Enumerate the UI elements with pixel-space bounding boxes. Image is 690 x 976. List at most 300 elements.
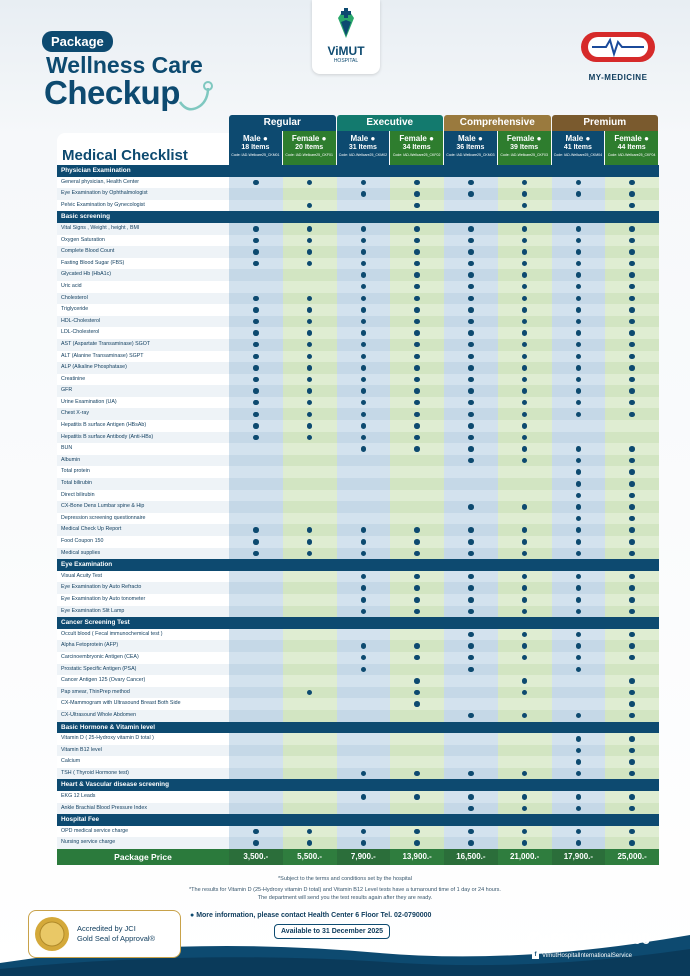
row-cell bbox=[498, 177, 552, 189]
row-cell bbox=[337, 223, 391, 235]
included-dot bbox=[307, 307, 313, 313]
row-label: Visual Acuity Test bbox=[57, 571, 229, 583]
row-cell bbox=[552, 652, 606, 664]
row-cell bbox=[605, 223, 659, 235]
row-cell bbox=[283, 640, 337, 652]
included-dot bbox=[576, 643, 582, 649]
row-cell bbox=[390, 478, 444, 490]
row-cell bbox=[229, 501, 283, 513]
row-cell bbox=[390, 501, 444, 513]
included-dot bbox=[253, 423, 259, 429]
included-dot bbox=[576, 539, 582, 545]
checklist-title: Medical Checklist bbox=[57, 133, 229, 178]
included-dot bbox=[307, 412, 313, 418]
row-cell bbox=[444, 478, 498, 490]
included-dot bbox=[576, 365, 582, 371]
included-dot bbox=[468, 400, 474, 406]
my-medicine-logo bbox=[578, 30, 658, 82]
included-dot bbox=[414, 840, 420, 846]
row-cell bbox=[337, 837, 391, 849]
row-cell bbox=[390, 246, 444, 258]
row-cell bbox=[390, 490, 444, 502]
row-cell bbox=[390, 629, 444, 641]
row-cell bbox=[337, 524, 391, 536]
included-dot bbox=[361, 655, 367, 661]
row-label: TSH ( Thyroid Hormone test) bbox=[57, 768, 229, 780]
row-cell bbox=[390, 304, 444, 316]
row-label: ALP (Alkaline Phosphatase) bbox=[57, 362, 229, 374]
row-cell bbox=[498, 200, 552, 212]
row-label: EKG 12 Leads bbox=[57, 791, 229, 803]
row-cell bbox=[337, 362, 391, 374]
row-cell bbox=[498, 466, 552, 478]
row-cell bbox=[283, 710, 337, 722]
row-cell bbox=[390, 235, 444, 247]
included-dot bbox=[468, 272, 474, 278]
row-label: Eye Examination Slit Lamp bbox=[57, 606, 229, 618]
included-dot bbox=[468, 840, 474, 846]
row-cell bbox=[444, 269, 498, 281]
included-dot bbox=[576, 180, 582, 186]
row-cell bbox=[605, 466, 659, 478]
row-cell bbox=[229, 200, 283, 212]
included-dot bbox=[522, 609, 528, 615]
row-cell bbox=[283, 629, 337, 641]
row-cell bbox=[605, 374, 659, 386]
row-cell bbox=[229, 629, 283, 641]
row-cell bbox=[605, 791, 659, 803]
included-dot bbox=[361, 238, 367, 244]
included-dot bbox=[629, 655, 635, 661]
row-cell bbox=[229, 304, 283, 316]
included-dot bbox=[468, 412, 474, 418]
included-dot bbox=[414, 643, 420, 649]
included-dot bbox=[629, 759, 635, 765]
row-cell bbox=[444, 536, 498, 548]
row-cell bbox=[283, 188, 337, 200]
table-row bbox=[57, 756, 659, 768]
included-dot bbox=[576, 806, 582, 812]
availability-badge: Available to 31 December 2025 bbox=[274, 924, 390, 939]
included-dot bbox=[468, 551, 474, 557]
facebook-link[interactable] bbox=[532, 952, 632, 959]
row-cell bbox=[390, 269, 444, 281]
included-dot bbox=[629, 330, 635, 336]
included-dot bbox=[361, 771, 367, 777]
table-row bbox=[57, 501, 659, 513]
included-dot bbox=[522, 655, 528, 661]
column-code: Code: IAD-Wellcare25_CKM02 bbox=[338, 153, 388, 157]
row-cell bbox=[605, 281, 659, 293]
row-cell bbox=[283, 223, 337, 235]
row-cell bbox=[498, 606, 552, 618]
results-note: *The results for Vitamin D (25-Hydroxy vitamin D total) and Vitamin B12 Level tests have a turnaround time of 1 day or 24 hours. bbox=[189, 887, 501, 893]
row-cell bbox=[605, 420, 659, 432]
column-header bbox=[605, 131, 658, 165]
included-dot bbox=[468, 504, 474, 510]
included-dot bbox=[522, 319, 528, 325]
row-cell bbox=[605, 269, 659, 281]
included-dot bbox=[576, 261, 582, 267]
included-dot bbox=[522, 307, 528, 313]
table-row bbox=[57, 594, 659, 606]
included-dot bbox=[468, 643, 474, 649]
included-dot bbox=[253, 342, 259, 348]
row-cell bbox=[283, 768, 337, 780]
included-dot bbox=[629, 597, 635, 603]
row-cell bbox=[552, 571, 606, 583]
included-dot bbox=[414, 597, 420, 603]
included-dot bbox=[629, 446, 635, 452]
hospital-name: ViMUT bbox=[327, 44, 365, 58]
included-dot bbox=[629, 609, 635, 615]
row-cell bbox=[444, 606, 498, 618]
row-label: Cancer Antigen 125 (Ovary Cancer) bbox=[57, 675, 229, 687]
row-cell bbox=[283, 548, 337, 560]
row-cell bbox=[605, 837, 659, 849]
included-dot bbox=[468, 191, 474, 197]
included-dot bbox=[576, 330, 582, 336]
vimut-logo bbox=[312, 0, 380, 74]
row-cell bbox=[390, 351, 444, 363]
row-cell bbox=[390, 640, 444, 652]
row-cell bbox=[444, 397, 498, 409]
included-dot bbox=[576, 446, 582, 452]
included-dot bbox=[522, 226, 528, 232]
included-dot bbox=[361, 191, 367, 197]
included-dot bbox=[414, 435, 420, 441]
included-dot bbox=[522, 632, 528, 638]
included-dot bbox=[414, 412, 420, 418]
row-cell bbox=[390, 710, 444, 722]
included-dot bbox=[414, 307, 420, 313]
included-dot bbox=[629, 261, 635, 267]
included-dot bbox=[253, 226, 259, 232]
row-cell bbox=[605, 803, 659, 815]
included-dot bbox=[468, 365, 474, 371]
row-cell bbox=[444, 640, 498, 652]
section-header bbox=[57, 617, 659, 629]
included-dot bbox=[414, 180, 420, 186]
row-cell bbox=[605, 675, 659, 687]
row-cell bbox=[390, 281, 444, 293]
included-dot bbox=[576, 840, 582, 846]
row-cell bbox=[605, 246, 659, 258]
included-dot bbox=[522, 191, 528, 197]
row-cell bbox=[552, 235, 606, 247]
row-cell bbox=[283, 594, 337, 606]
row-cell bbox=[283, 397, 337, 409]
row-cell bbox=[283, 281, 337, 293]
row-label: Albumin bbox=[57, 455, 229, 467]
partner-name: MY-MEDICINE bbox=[588, 73, 648, 82]
row-cell bbox=[605, 629, 659, 641]
row-cell bbox=[552, 327, 606, 339]
included-dot bbox=[629, 388, 635, 394]
included-dot bbox=[629, 551, 635, 557]
included-dot bbox=[361, 574, 367, 580]
row-cell bbox=[229, 513, 283, 525]
package-price: 5,500.- bbox=[283, 849, 337, 865]
included-dot bbox=[629, 191, 635, 197]
included-dot bbox=[414, 296, 420, 302]
phone-number[interactable] bbox=[528, 929, 650, 949]
row-cell bbox=[337, 629, 391, 641]
row-cell bbox=[337, 374, 391, 386]
row-cell bbox=[283, 420, 337, 432]
facebook-text: VimutHospitalInternationalService bbox=[542, 952, 632, 959]
row-cell bbox=[498, 501, 552, 513]
included-dot bbox=[629, 643, 635, 649]
row-label: Vitamin B12 level bbox=[57, 745, 229, 757]
included-dot bbox=[576, 412, 582, 418]
row-cell bbox=[390, 362, 444, 374]
row-cell bbox=[498, 536, 552, 548]
contact-text: More information, please contact Health Center 6 Floor Tel. 02-0790000 bbox=[196, 912, 432, 919]
row-label: Triglyceride bbox=[57, 304, 229, 316]
row-cell bbox=[337, 420, 391, 432]
row-cell bbox=[444, 200, 498, 212]
row-cell bbox=[283, 235, 337, 247]
included-dot bbox=[468, 238, 474, 244]
row-cell bbox=[498, 408, 552, 420]
included-dot bbox=[361, 400, 367, 406]
included-dot bbox=[522, 284, 528, 290]
row-cell bbox=[444, 524, 498, 536]
row-cell bbox=[498, 652, 552, 664]
included-dot bbox=[307, 829, 313, 835]
table-row bbox=[57, 536, 659, 548]
included-dot bbox=[361, 539, 367, 545]
row-cell bbox=[229, 524, 283, 536]
column-code: Code: IAD-Wellcare25_CKF01 bbox=[285, 153, 333, 157]
included-dot bbox=[576, 296, 582, 302]
row-cell bbox=[444, 490, 498, 502]
included-dot bbox=[361, 551, 367, 557]
row-cell bbox=[444, 837, 498, 849]
column-gender: Male ● bbox=[565, 134, 591, 143]
included-dot bbox=[522, 330, 528, 336]
included-dot bbox=[414, 794, 420, 800]
row-cell bbox=[552, 269, 606, 281]
row-cell bbox=[552, 582, 606, 594]
included-dot bbox=[307, 238, 313, 244]
row-cell bbox=[229, 408, 283, 420]
included-dot bbox=[629, 458, 635, 464]
included-dot bbox=[522, 551, 528, 557]
row-label: Alpha Fetoprotein (AFP) bbox=[57, 640, 229, 652]
included-dot bbox=[414, 226, 420, 232]
row-cell bbox=[498, 629, 552, 641]
included-dot bbox=[522, 840, 528, 846]
row-cell bbox=[552, 304, 606, 316]
table-row bbox=[57, 710, 659, 722]
column-items: 36 Items bbox=[456, 144, 485, 151]
included-dot bbox=[629, 690, 635, 696]
row-cell bbox=[337, 571, 391, 583]
row-cell bbox=[444, 582, 498, 594]
included-dot bbox=[522, 435, 528, 441]
included-dot bbox=[522, 643, 528, 649]
included-dot bbox=[522, 377, 528, 383]
included-dot bbox=[414, 365, 420, 371]
row-cell bbox=[605, 594, 659, 606]
included-dot bbox=[468, 284, 474, 290]
table-row bbox=[57, 687, 659, 699]
checklist-rows bbox=[57, 165, 659, 849]
included-dot bbox=[629, 365, 635, 371]
row-cell bbox=[390, 548, 444, 560]
page-title-line2: Checkup bbox=[44, 74, 180, 111]
row-cell bbox=[552, 478, 606, 490]
row-cell bbox=[444, 513, 498, 525]
table-row bbox=[57, 258, 659, 270]
included-dot bbox=[307, 377, 313, 383]
included-dot bbox=[253, 412, 259, 418]
row-label: OPD medical service charge bbox=[57, 826, 229, 838]
included-dot bbox=[414, 446, 420, 452]
row-label: Medical Check Up Report bbox=[57, 524, 229, 536]
included-dot bbox=[522, 458, 528, 464]
row-label: Ankle Brachial Blood Pressure Index bbox=[57, 803, 229, 815]
package-price: 21,000.- bbox=[498, 849, 552, 865]
included-dot bbox=[522, 354, 528, 360]
row-label: HDL-Cholesterol bbox=[57, 316, 229, 328]
table-row bbox=[57, 432, 659, 444]
row-cell bbox=[605, 455, 659, 467]
table-row bbox=[57, 582, 659, 594]
column-code: Code: IAD-Wellcare25_CKM03 bbox=[446, 153, 495, 157]
included-dot bbox=[361, 435, 367, 441]
included-dot bbox=[522, 446, 528, 452]
row-cell bbox=[229, 235, 283, 247]
row-label: Urine Examination (UA) bbox=[57, 397, 229, 409]
row-cell bbox=[337, 246, 391, 258]
row-cell bbox=[337, 351, 391, 363]
included-dot bbox=[361, 643, 367, 649]
table-row bbox=[57, 269, 659, 281]
row-cell bbox=[390, 420, 444, 432]
included-dot bbox=[253, 388, 259, 394]
row-cell bbox=[444, 432, 498, 444]
table-row bbox=[57, 837, 659, 849]
row-cell bbox=[605, 478, 659, 490]
row-label: Total protein bbox=[57, 466, 229, 478]
included-dot bbox=[361, 667, 367, 673]
row-cell bbox=[444, 188, 498, 200]
row-cell bbox=[444, 362, 498, 374]
row-cell bbox=[552, 710, 606, 722]
included-dot bbox=[468, 585, 474, 591]
row-cell bbox=[605, 582, 659, 594]
column-gender: Female ● bbox=[399, 134, 434, 143]
included-dot bbox=[307, 342, 313, 348]
section-header bbox=[57, 814, 659, 826]
row-cell bbox=[552, 339, 606, 351]
row-cell bbox=[552, 316, 606, 328]
included-dot bbox=[576, 284, 582, 290]
row-cell bbox=[229, 397, 283, 409]
included-dot bbox=[253, 400, 259, 406]
row-cell bbox=[605, 235, 659, 247]
included-dot bbox=[522, 771, 528, 777]
row-cell bbox=[390, 513, 444, 525]
table-row bbox=[57, 490, 659, 502]
included-dot bbox=[576, 481, 582, 487]
row-cell bbox=[444, 629, 498, 641]
row-label: Pelvic Examination by Gynecologist bbox=[57, 200, 229, 212]
row-cell bbox=[605, 258, 659, 270]
row-cell bbox=[444, 756, 498, 768]
included-dot bbox=[629, 272, 635, 278]
row-cell bbox=[552, 420, 606, 432]
included-dot bbox=[468, 307, 474, 313]
row-cell bbox=[229, 733, 283, 745]
row-cell bbox=[229, 698, 283, 710]
included-dot bbox=[468, 296, 474, 302]
included-dot bbox=[468, 667, 474, 673]
row-cell bbox=[498, 385, 552, 397]
column-header bbox=[283, 131, 336, 165]
row-cell bbox=[229, 478, 283, 490]
row-cell bbox=[498, 698, 552, 710]
included-dot bbox=[629, 539, 635, 545]
column-gender: Female ● bbox=[506, 134, 542, 143]
row-label: Vitamin D ( 25-Hydroxy vitamin D total ) bbox=[57, 733, 229, 745]
row-cell bbox=[552, 733, 606, 745]
included-dot bbox=[307, 365, 313, 371]
row-cell bbox=[229, 443, 283, 455]
row-cell bbox=[498, 745, 552, 757]
row-cell bbox=[605, 524, 659, 536]
section-label: Hospital Fee bbox=[61, 816, 99, 824]
row-cell bbox=[229, 803, 283, 815]
package-price: 13,900.- bbox=[390, 849, 444, 865]
row-label: Eye Examination by Auto tonometer bbox=[57, 594, 229, 606]
row-label: Chest X-ray bbox=[57, 408, 229, 420]
included-dot bbox=[361, 354, 367, 360]
row-cell bbox=[552, 687, 606, 699]
row-label: Complete Blood Count bbox=[57, 246, 229, 258]
row-cell bbox=[444, 675, 498, 687]
row-cell bbox=[498, 293, 552, 305]
row-cell bbox=[444, 408, 498, 420]
included-dot bbox=[576, 748, 582, 754]
row-cell bbox=[229, 385, 283, 397]
row-cell bbox=[498, 687, 552, 699]
column-code: Code: IAD-Wellcare25_CKF03 bbox=[500, 153, 548, 157]
column-items: 34 Items bbox=[402, 144, 431, 151]
row-cell bbox=[498, 374, 552, 386]
included-dot bbox=[629, 840, 635, 846]
included-dot bbox=[522, 806, 528, 812]
included-dot bbox=[522, 539, 528, 545]
row-cell bbox=[552, 629, 606, 641]
included-dot bbox=[576, 516, 582, 522]
package-price-row bbox=[57, 849, 659, 865]
row-cell bbox=[390, 826, 444, 838]
row-cell bbox=[390, 374, 444, 386]
included-dot bbox=[629, 794, 635, 800]
row-cell bbox=[605, 339, 659, 351]
section-label: Eye Examination bbox=[61, 561, 113, 569]
included-dot bbox=[576, 667, 582, 673]
included-dot bbox=[414, 655, 420, 661]
included-dot bbox=[414, 701, 420, 707]
section-label: Heart & Vascular disease screening bbox=[61, 781, 169, 789]
included-dot bbox=[576, 504, 582, 510]
included-dot bbox=[361, 296, 367, 302]
